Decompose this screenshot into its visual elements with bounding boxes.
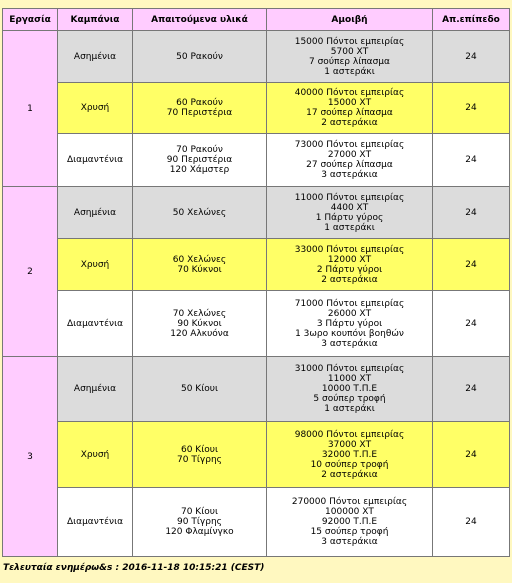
materials-cell-line: 60 Κίουι (180, 444, 219, 455)
table-row (3, 187, 510, 239)
campaign-cell: Διαμαντένια (58, 291, 133, 357)
materials-cell-line: 60 Χελώνες (172, 254, 227, 265)
header-campaign: Καμπάνια (58, 9, 133, 31)
reward-cell-line: 1 αστεράκι (324, 404, 375, 414)
reward-cell-line: 3 Πάρτυ γύροι (316, 318, 383, 329)
materials-cell-line: 90 Περιστέρια (166, 155, 233, 165)
header-task: Εργασία (3, 9, 58, 31)
materials-cell-line: 90 Κύκνοι (177, 318, 222, 329)
campaign-cell: Χρυσή (58, 239, 133, 291)
reward-cell (267, 134, 433, 187)
table-body (3, 31, 510, 557)
header-row (3, 9, 510, 31)
materials-cell-line: 120 Αλκυόνα (170, 328, 229, 339)
table-row (3, 422, 510, 488)
reward-cell (267, 239, 433, 291)
task-number: 1 (3, 31, 58, 187)
header-level: Απ.επίπεδο (433, 9, 510, 31)
campaign-cell: Διαμαντένια (58, 488, 133, 557)
header-reward: Αμοιβή (267, 9, 433, 31)
reward-cell-line: 4400 ΧΤ (330, 202, 369, 213)
reward-cell-line: 270000 Πόντοι εμπειρίας (291, 497, 408, 507)
reward-cell-line: 3 αστεράκια (321, 170, 378, 180)
reward-cell-line: 10000 Τ.Π.Ε (321, 384, 378, 394)
level-cell: 24 (433, 83, 510, 134)
reward-cell-line: 71000 Πόντοι εμπειρίας (294, 298, 405, 309)
campaign-cell: Χρυσή (58, 422, 133, 488)
reward-cell-line: 11000 Πόντοι εμπειρίας (294, 192, 405, 203)
materials-cell (133, 422, 267, 488)
materials-cell-line: 50 Κίουι (180, 384, 219, 394)
materials-cell-line: 50 Ρακούν (176, 51, 223, 62)
reward-cell-line: 27000 ΧΤ (327, 150, 372, 160)
reward-cell-line: 100000 ΧΤ (325, 507, 374, 517)
reward-cell-line: 92000 Τ.Π.Ε (321, 517, 378, 527)
last-updated: Τελευταία ενημέρω&s : 2016-11-18 10:15:21 (CEST) (3, 563, 265, 573)
reward-cell (267, 83, 433, 134)
reward-cell-line: 37000 ΧΤ (327, 439, 372, 450)
materials-cell-line: 70 Κύκνοι (177, 264, 222, 275)
reward-cell-line: 1 αστεράκι (324, 66, 375, 77)
materials-cell-line: 120 Χάμστερ (169, 165, 230, 175)
level-cell: 24 (433, 31, 510, 83)
reward-cell-line: 98000 Πόντοι εμπειρίας (294, 429, 405, 440)
reward-cell-line: 10 σούπερ τροφή (310, 459, 389, 470)
materials-cell-line: 120 Φλαμίνγκο (165, 527, 234, 537)
materials-cell (133, 83, 267, 134)
level-cell: 24 (433, 422, 510, 488)
reward-cell-line: 5700 ΧΤ (330, 46, 369, 57)
reward-cell-line: 15000 ΧΤ (327, 98, 372, 108)
reward-cell-line: 17 σούπερ λίπασμα (306, 108, 393, 118)
table-row (3, 488, 510, 557)
campaign-cell: Ασημένια (58, 187, 133, 239)
campaign-cell: Ασημένια (58, 357, 133, 422)
materials-cell-line: 70 Ρακούν (176, 145, 223, 155)
campaign-cell: Διαμαντένια (58, 134, 133, 187)
materials-cell (133, 291, 267, 357)
materials-cell (133, 488, 267, 557)
materials-cell-line: 50 Χελώνες (172, 207, 227, 218)
reward-cell (267, 187, 433, 239)
reward-cell-line: 15000 Πόντοι εμπειρίας (294, 36, 405, 47)
reward-cell-line: 31000 Πόντοι εμπειρίας (294, 364, 405, 374)
reward-cell-line: 2 αστεράκια (321, 118, 378, 128)
level-cell: 24 (433, 239, 510, 291)
campaign-cell: Ασημένια (58, 31, 133, 83)
reward-cell-line: 1 αστεράκι (324, 222, 375, 233)
reward-cell-line: 5 σούπερ τροφή (313, 394, 386, 404)
table-row (3, 134, 510, 187)
reward-cell-line: 3 αστεράκια (321, 537, 378, 547)
level-cell: 24 (433, 357, 510, 422)
reward-cell (267, 31, 433, 83)
materials-cell (133, 357, 267, 422)
reward-cell (267, 291, 433, 357)
reward-cell-line: 1 3ωρο κουπόνι βοηθών (295, 328, 404, 339)
reward-cell-line: 73000 Πόντοι εμπειρίας (294, 140, 405, 150)
reward-cell-line: 33000 Πόντοι εμπειρίας (294, 244, 405, 255)
materials-cell (133, 134, 267, 187)
reward-cell-line: 40000 Πόντοι εμπειρίας (294, 88, 405, 98)
reward-cell-line: 26000 ΧΤ (327, 308, 372, 319)
materials-cell-line: 70 Χελώνες (172, 308, 227, 319)
reward-cell (267, 422, 433, 488)
level-cell: 24 (433, 291, 510, 357)
materials-cell (133, 187, 267, 239)
reward-cell-line: 3 αστεράκια (321, 338, 378, 349)
task-number: 3 (3, 357, 58, 557)
materials-cell-line: 60 Ρακούν (176, 98, 223, 108)
rewards-table (2, 8, 510, 557)
reward-cell-line: 15 σούπερ τροφή (310, 527, 389, 537)
reward-cell-line: 27 σούπερ λίπασμα (306, 160, 393, 170)
reward-cell (267, 488, 433, 557)
materials-cell (133, 31, 267, 83)
reward-cell-line: 2 αστεράκια (321, 469, 378, 480)
table-row (3, 291, 510, 357)
header-materials: Απαιτούμενα υλικά (133, 9, 267, 31)
reward-cell-line: 2 αστεράκια (321, 274, 378, 285)
table-row (3, 357, 510, 422)
reward-cell-line: 32000 Τ.Π.Ε (321, 449, 378, 460)
materials-cell (133, 239, 267, 291)
reward-cell-line: 11000 ΧΤ (327, 374, 372, 384)
materials-cell-line: 90 Τίγρης (177, 517, 222, 527)
materials-cell-line: 70 Κίουι (180, 507, 219, 517)
reward-cell-line: 12000 ΧΤ (327, 254, 372, 265)
materials-cell-line: 70 Τίγρης (177, 454, 222, 465)
table-row (3, 31, 510, 83)
reward-cell-line: 7 σούπερ λίπασμα (309, 56, 390, 67)
level-cell: 24 (433, 134, 510, 187)
table-row (3, 83, 510, 134)
level-cell: 24 (433, 488, 510, 557)
task-number: 2 (3, 187, 58, 357)
campaign-cell: Χρυσή (58, 83, 133, 134)
materials-cell-line: 70 Περιστέρια (166, 108, 233, 118)
table-row (3, 239, 510, 291)
reward-cell (267, 357, 433, 422)
reward-cell-line: 1 Πάρτυ γύρος (315, 212, 384, 223)
level-cell: 24 (433, 187, 510, 239)
reward-cell-line: 2 Πάρτυ γύροι (316, 264, 383, 275)
